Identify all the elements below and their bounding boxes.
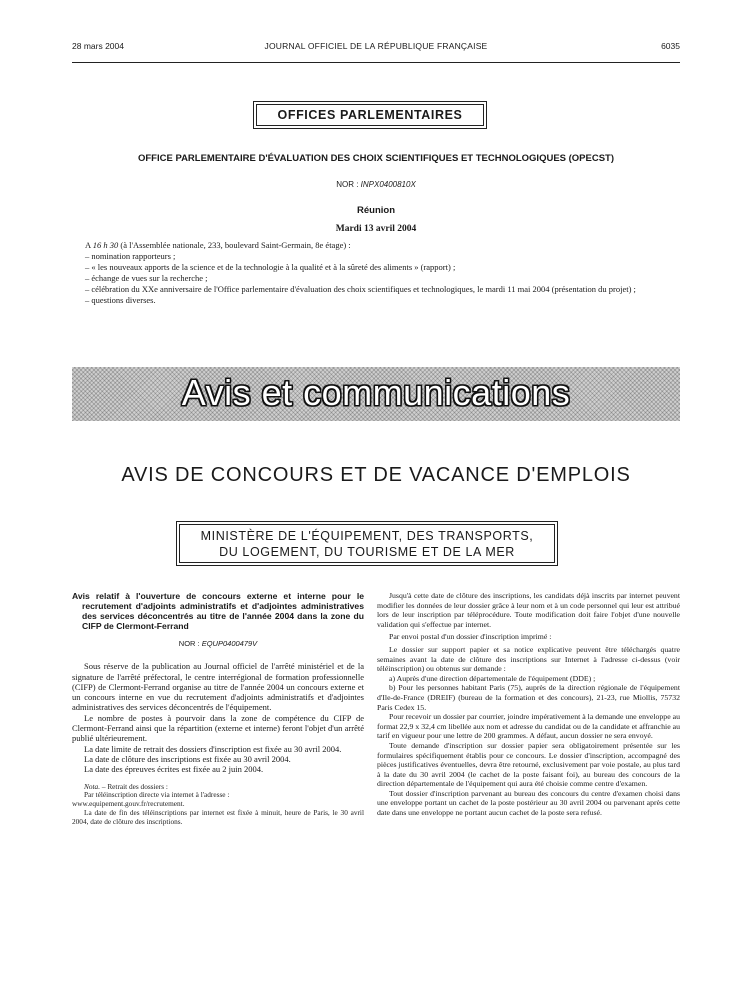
office-nor [72, 180, 680, 189]
header-divider [72, 62, 680, 63]
article-paragraph: Jusqu'à cette date de clôture des inscriptions, les candidats déjà inscrits par internet peuvent modifier les données de leur dossier grâce à leur nom et à un code personnel qui leur est attribué lors de leur inscription par téléprocédure. Toute modification doit faire l'objet d'une nouvelle validation qui s'effectue par internet. [377, 591, 680, 629]
note-line: www.equipement.gouv.fr/recrutement. [72, 799, 185, 809]
agenda [85, 240, 680, 306]
note-line: La date de fin des téléinscriptions par internet est fixée à minuit, heure de Paris, le 30 avril 2004, date de clôture des inscriptions. [72, 807, 364, 826]
note: Nota. – Retrait des dossiers : [84, 781, 168, 791]
section-title: OFFICES PARLEMENTAIRES [256, 104, 484, 126]
agenda-item: – « les nouveaux apports de la science et de la technologie à la qualité et à la sûreté des aliments » (rapport) ; [85, 262, 456, 272]
band-title: Avis et communications [181, 372, 571, 413]
concours-title: AVIS DE CONCOURS ET DE VACANCE D'EMPLOIS [121, 464, 631, 486]
article-title: Avis relatif à l'ouverture de concours externe et interne pour le recrutement d'adjoints administratifs et d'adjointes administratives des services déconcentrés au titre de l'année 2004 dans la zone du CIFP de Clermont-Ferrand [72, 591, 364, 631]
article-paragraph: Sous réserve de la publication au Journal officiel de l'arrêté ministériel et de la signature de l'arrêté préfectoral, le centre interrégional de formation professionnelle (CIFP) de Clermont-Ferrand organise au titre de l'année 2004 un concours externe et un concours interne en vue du recrutement d'adjoints administratifs et d'adjointes administratives des services déconcentrés de l'équipement. [72, 661, 364, 713]
article-paragraph: b) Pour les personnes habitant Paris (75), auprès de la direction régionale de l'équipement d'Ile-de-France (DREIF) (bureau de la formation et des concours), 21-23, rue Miollis, 75732 Paris Cedex 15. [377, 683, 680, 712]
agenda-item: – célébration du XXe anniversaire de l'Office parlementaire d'évaluation des choix scientifiques et technologiques, le mardi 11 mai 2004 (présentation du projet) ; [85, 284, 636, 294]
agenda-item: – nomination rapporteurs ; [85, 251, 176, 261]
article-paragraph: Toute demande d'inscription sur dossier papier sera obligatoirement présentée sur les formulaires spécifiquement établis pour ce concours. Le dossier d'inscription, accompagné des pièces justificatives éventuelles, devra être retourné, exclusivement par voie postale, au plus tard à la date du 30 avril 2004 (le cachet de la poste faisant foi), au bureau des concours de la direction départementale de l'équipement qui aura été choisie comme centre d'examen. [377, 740, 680, 789]
article-right-column [377, 591, 680, 818]
agenda-item: – questions diverses. [85, 295, 156, 305]
article-paragraph: Le nombre de postes à pourvoir dans la zone de compétence du CIFP de Clermont-Ferrand ainsi que la répartition (externe et interne) feront l'objet d'un arrêté publié ultérieurement. [72, 712, 364, 744]
article-paragraph: Tout dossier d'inscription parvenant au bureau des concours du centre d'examen choisi dans une enveloppe portant un cachet de la poste postérieur au 30 avril 2004 ou parvenant après cette date dans une enveloppe ne portant aucun cachet de la poste sera refusé. [377, 788, 680, 818]
office-title: OFFICE PARLEMENTAIRE D'ÉVALUATION DES CHOIX SCIENTIFIQUES ET TECHNOLOGIQUES (OPECST) [137, 153, 615, 164]
ministry-line: DU LOGEMENT, DU TOURISME ET DE LA MER [219, 545, 515, 559]
ministry-line: MINISTÈRE DE L'ÉQUIPEMENT, DES TRANSPORTS, [200, 529, 534, 543]
article-nor: NOR : EQUP0400479V [178, 639, 258, 648]
article-left-column [72, 591, 364, 827]
article-paragraph: a) Auprès d'une direction départementale de l'équipement (DDE) ; [389, 673, 596, 683]
meeting-time: 16 h 30 [92, 240, 119, 250]
header-date: 28 mars 2004 [72, 41, 124, 51]
nor-code: INPX0400810X [360, 180, 416, 189]
note-label: Nota. – [84, 781, 108, 791]
meeting-date: Mardi 13 avril 2004 [335, 224, 417, 234]
page-number: 6035 [661, 41, 680, 51]
article-paragraph: Par envoi postal d'un dossier d'inscription imprimé : [389, 632, 552, 642]
agenda-item: – échange de vues sur la recherche ; [85, 273, 208, 283]
reunion-heading: Réunion [357, 205, 395, 216]
ministry-name [179, 524, 555, 563]
agenda-intro: A 16 h 30 (à l'Assemblée nationale, 233, boulevard Saint-Germain, 8e étage) : [85, 240, 351, 250]
article-paragraph: La date de clôture des inscriptions est fixée au 30 avril 2004. [84, 753, 291, 764]
article-paragraph: La date des épreuves écrites est fixée au 2 juin 2004. [84, 764, 264, 775]
ministry-box [176, 521, 558, 566]
article-paragraph: Pour recevoir un dossier par courrier, joindre impérativement à la demande une enveloppe au format 22,9 x 32,4 cm libellée aux nom et adresse du candidat ou de la candidate et affranchie au tarif en vigueur pour une lettre de 200 grammes. A défaut, aucun dossier ne sera envoyé. [377, 712, 680, 741]
section-title-box [253, 101, 487, 129]
note-line: Par téléinscription directe via internet à l'adresse : [84, 790, 230, 800]
journal-title: JOURNAL OFFICIEL DE LA RÉPUBLIQUE FRANÇAISE [264, 41, 488, 51]
article-paragraph: La date limite de retrait des dossiers d'inscription est fixée au 30 avril 2004. [84, 743, 342, 754]
article-paragraph: Le dossier sur support papier et sa notice explicative peuvent être téléchargés quatre semaines avant la date de clôture des inscriptions sur Internet à l'adresse ci-dessus (voir téléinscription) ou obtenus sur demande : [377, 644, 680, 674]
nor-label: NOR : [336, 180, 361, 189]
